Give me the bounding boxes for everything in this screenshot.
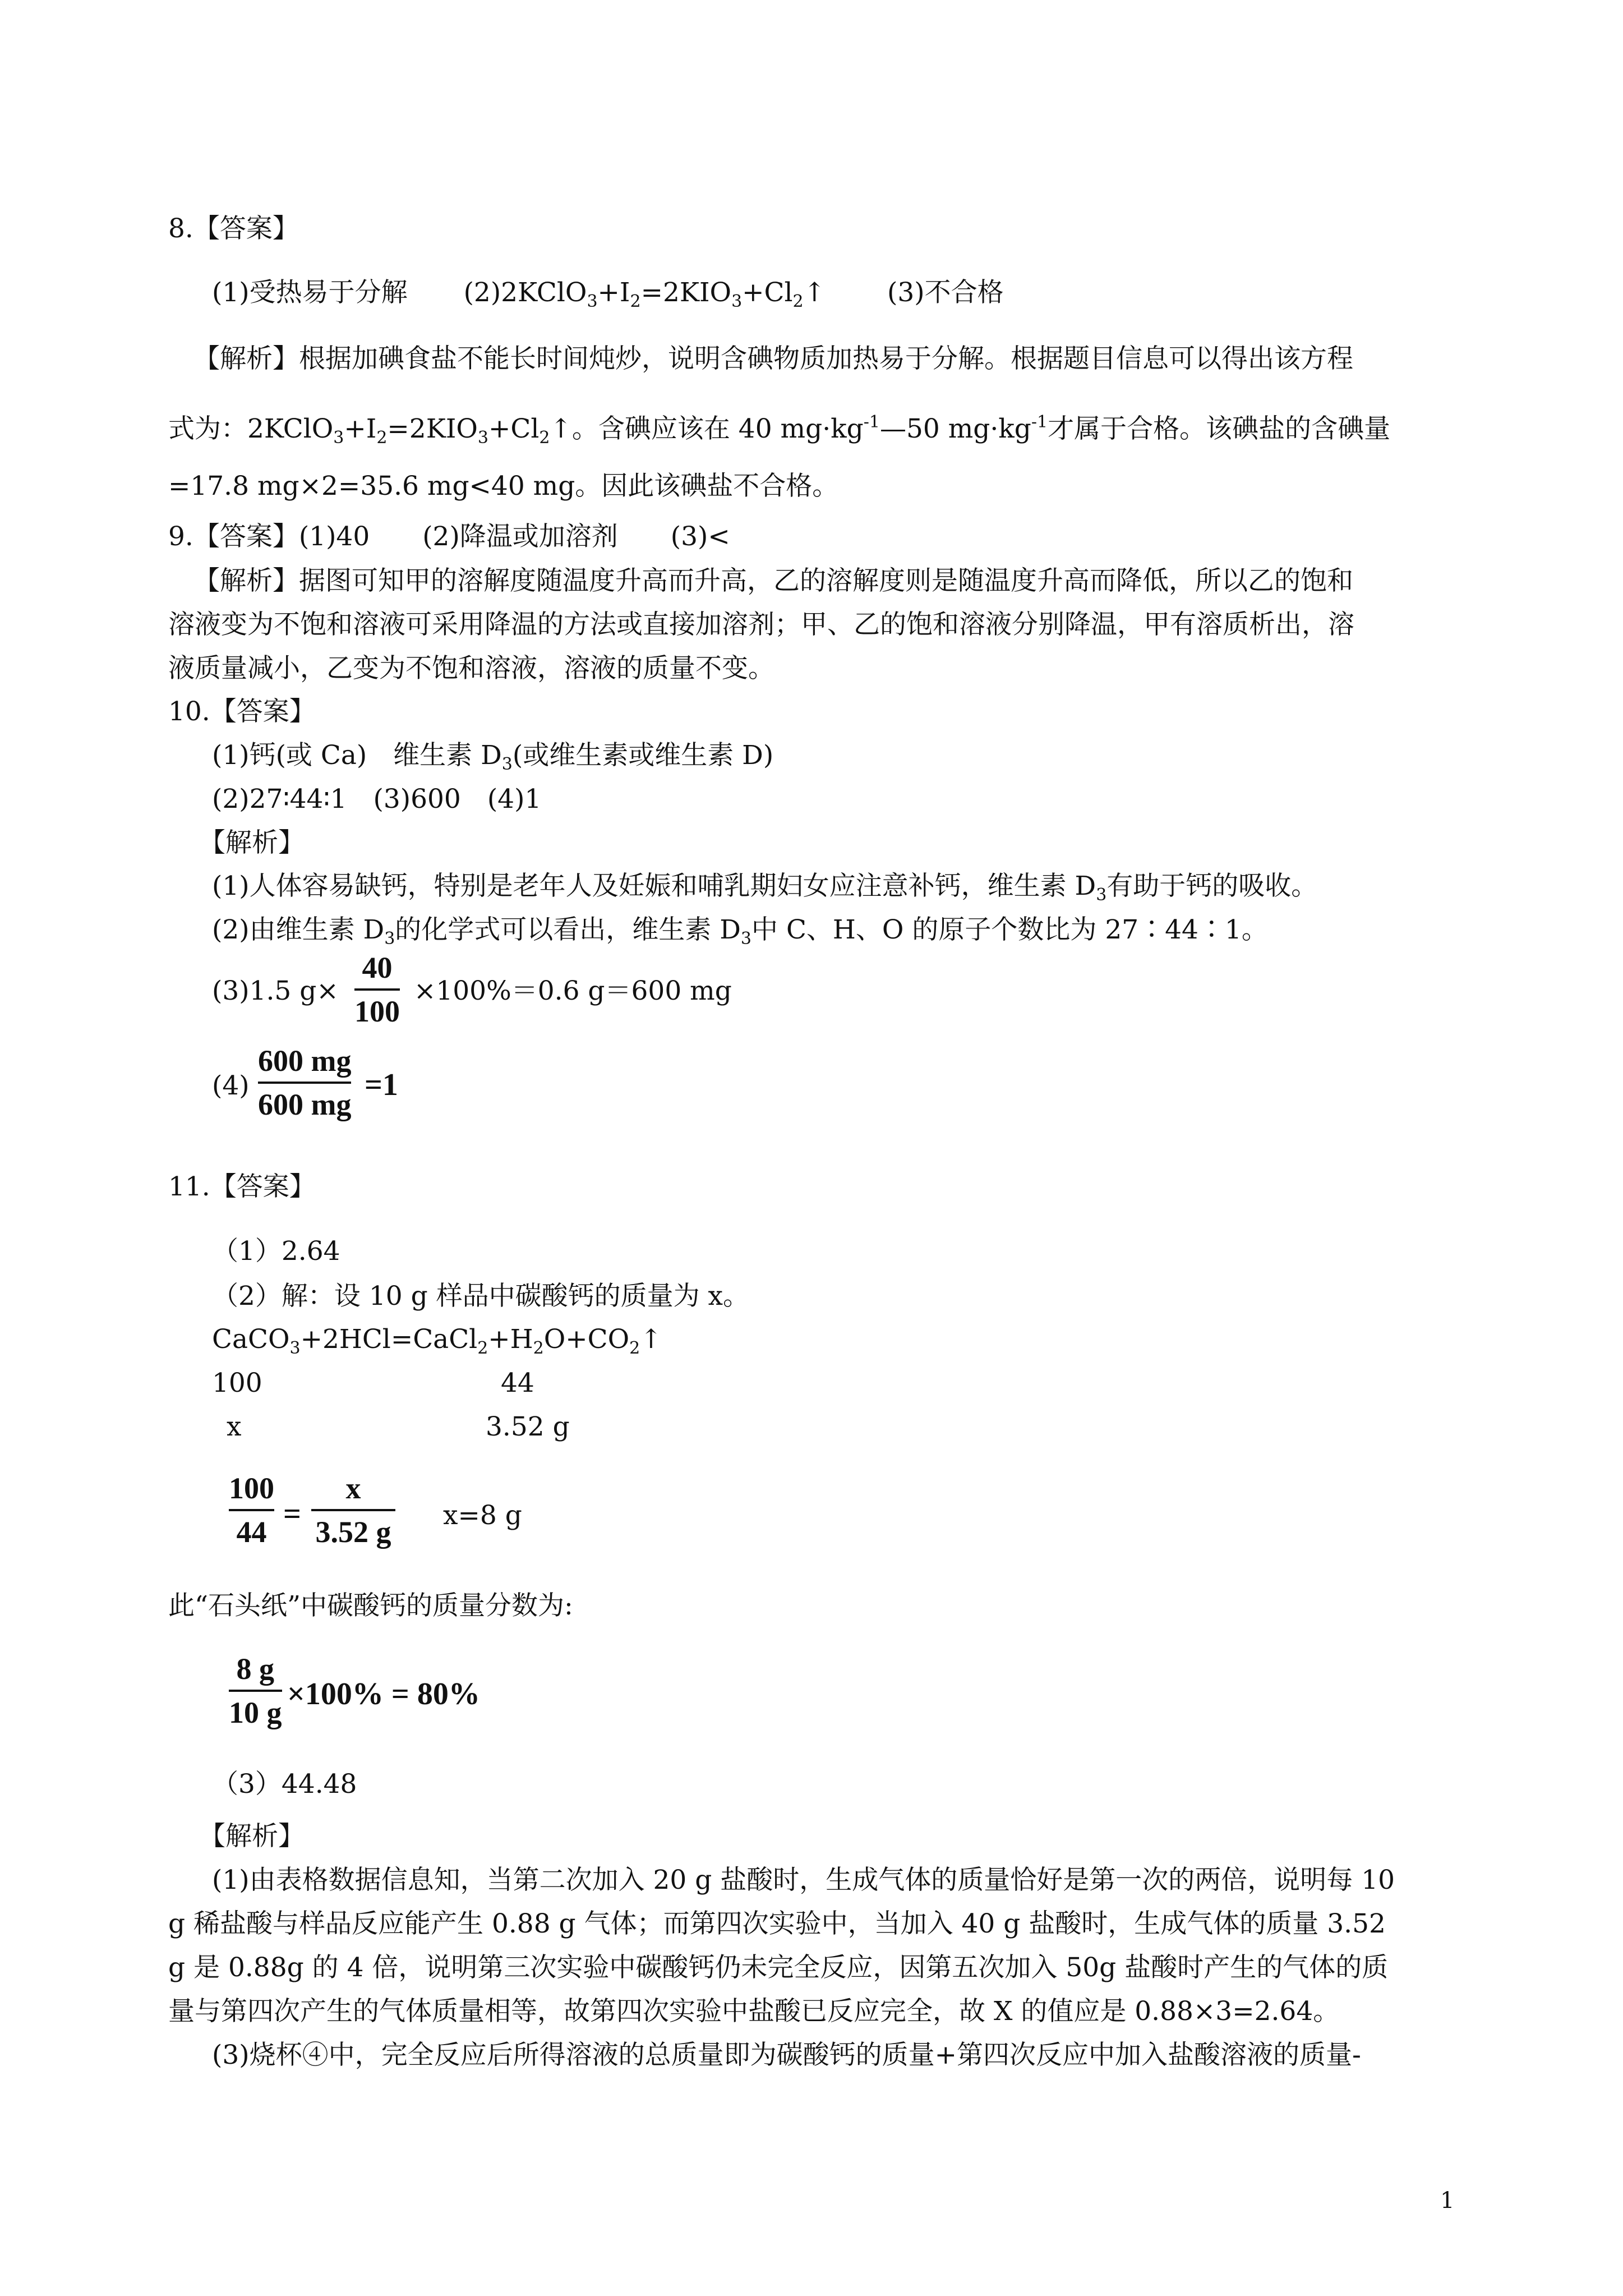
q8-analysis-line-3: =17.8 mg×2=35.6 mg<40 mg。因此该碘盐不合格。	[168, 471, 839, 501]
q11-title: 11.【答案】	[168, 1171, 316, 1202]
q11-proportion-equals: =	[283, 1497, 301, 1531]
q8-analysis-line-2: 式为：$2KClO_3+I_2=2KIO_3+Cl_2↑$。含碘应该在 40 $mg\cdot kg^{-1}—50$ $mg\cdot kg^{-1}$才属于合格。该碘盐的含碘量	[168, 412, 1391, 448]
q11-ratio-100: 100	[212, 1368, 262, 1398]
q11-explain-1-line-4: 量与第四次产生的气体质量相等，故第四次实验中盐酸已反应完全，故 X 的值应是 0.88×3=2.64。	[168, 1996, 1340, 2027]
q8-answer-line	[212, 275, 1004, 319]
q11-answer-1: （1）2.64	[212, 1236, 340, 1267]
q10-answer-2: (2)27∶44∶1 (3)600 (4)1	[212, 784, 542, 815]
q9-analysis-line-2: 溶液变为不饱和溶液可采用降温的方法或直接加溶剂；甲、乙的饱和溶液分别降温，甲有溶质析出，溶	[168, 609, 1354, 640]
q10-explain-4-prefix: (4)	[212, 1070, 250, 1101]
q8-answer-1: (1)受热易于分解	[212, 277, 408, 308]
q10-fraction-40-100: 40 100	[354, 951, 400, 1028]
q10-analysis-title: 【解析】	[199, 827, 305, 858]
q10-explain-4-result: =1	[365, 1068, 398, 1102]
q10-explain-1: (1)人体容易缺钙，特别是老年人及妊娠和哺乳期妇女应注意补钙，维生素 $D_3$有助于钙的吸收。	[212, 871, 1318, 905]
q8-answer-2: $(2)2KClO_3+I_2=2KIO_3+Cl_2↑$	[463, 277, 826, 311]
q11-explain-3-line-1: (3)烧杯④中，完全反应后所得溶液的总质量即为碳酸钙的质量+第四次反应中加入盐酸溶液的质量-	[212, 2040, 1361, 2070]
q9-analysis-line-3: 液质量减小，乙变为不饱和溶液，溶液的质量不变。	[168, 653, 774, 684]
q11-fraction-8-10: 8 g 10 g	[229, 1652, 282, 1729]
q11-explain-1-line-3: g 是 0.88g 的 4 倍，说明第三次实验中碳酸钙仍未完全反应，因第五次加入 50g 盐酸时产生的气体的质	[168, 1952, 1389, 1983]
q11-answer-2: （2）解：设 10 g 样品中碳酸钙的质量为 x。	[212, 1281, 750, 1312]
q10-explain-3-suffix: ×100%＝0.6 g＝600 mg	[414, 976, 732, 1006]
q11-analysis-title: 【解析】	[199, 1821, 305, 1852]
q11-mass-fraction-line: 此“石头纸”中碳酸钙的质量分数为:	[168, 1590, 573, 1621]
q10-fraction-600: 600 mg 600 mg	[258, 1044, 352, 1121]
q10-explain-2: (2)由维生素 $D_3$的化学式可以看出，维生素 $D_3$中 C、H、O 的原子个数比为 27∶44∶1。	[212, 914, 1268, 949]
q11-answer-3: （3）44.48	[212, 1769, 357, 1800]
q11-equation: $CaCO_3+2HCl=CaCl_2+H_2O+CO_2↑$	[212, 1324, 662, 1358]
q9-answer-line: 9.【答案】(1)40 (2)降温或加溶剂 (3)<	[168, 521, 730, 552]
q11-explain-1-line-2: g 稀盐酸与样品反应能产生 0.88 g 气体；而第四次实验中，当加入 40 g 盐酸时，生成气体的质量 3.52	[168, 1908, 1386, 1939]
q11-fraction-x-3-52: x 3.52 g	[311, 1470, 395, 1550]
q10-explain-3-prefix: (3)1.5 g×	[212, 976, 339, 1006]
q9-analysis-line-1: 【解析】据图可知甲的溶解度随温度升高而升高，乙的溶解度则是随温度升高而降低，所以乙的饱和	[193, 565, 1353, 596]
q11-ratio-44: 44	[501, 1368, 534, 1398]
q8-title: 8.【答案】	[168, 213, 299, 244]
q11-percentage-result: ×100% = 80%	[287, 1677, 480, 1711]
q8-analysis-line-1: 【解析】根据加碘食盐不能长时间炖炒，说明含碘物质加热易于分解。根据题目信息可以得出该方程	[193, 343, 1353, 374]
q11-ratio-3-52: 3.52 g	[486, 1411, 570, 1442]
q11-result-x: x=8 g	[443, 1500, 522, 1531]
q11-fraction-100-44: 100 44	[229, 1471, 274, 1549]
q11-explain-1-line-1: (1)由表格数据信息知，当第二次加入 20 g 盐酸时，生成气体的质量恰好是第一次的两倍，说明每 10	[212, 1865, 1395, 1895]
q11-ratio-x: x	[227, 1411, 242, 1442]
page-number: 1	[1440, 2188, 1455, 2214]
q8-answer-3: (3)不合格	[887, 277, 1004, 308]
q10-answer-1: (1)钙(或 Ca) 维生素 $D_3$(或维生素或维生素 D)	[212, 740, 774, 774]
q10-title: 10.【答案】	[168, 696, 316, 727]
